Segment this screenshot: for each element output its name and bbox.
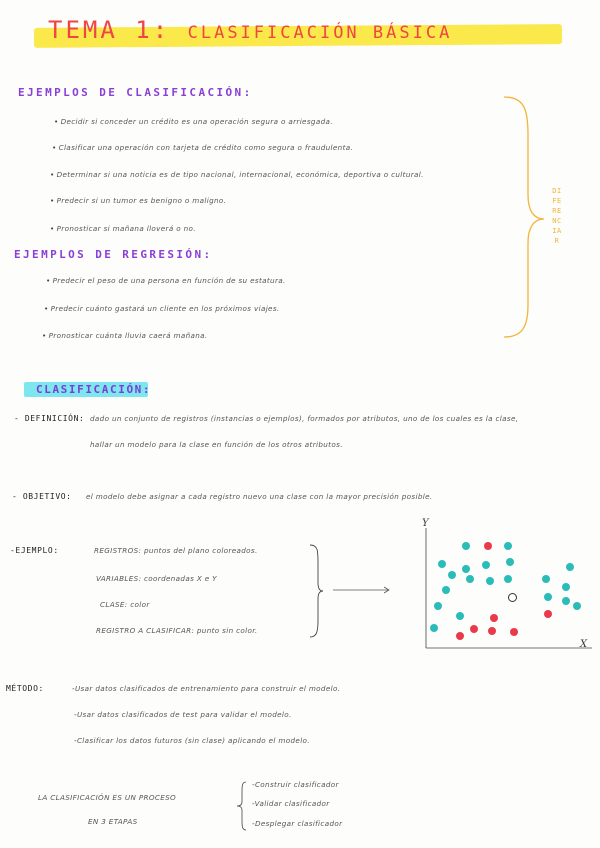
- scatter-point: [462, 565, 470, 573]
- regression-examples-heading: EJEMPLOS DE REGRESIÓN:: [14, 248, 213, 261]
- scatter-point: [486, 577, 494, 585]
- list-item: -Desplegar clasificador: [252, 819, 343, 828]
- scatter-point: [542, 575, 550, 583]
- list-item: REGISTRO A CLASIFICAR: punto sin color.: [96, 626, 258, 635]
- scatter-point: [490, 614, 498, 622]
- scatter-point: [466, 575, 474, 583]
- scatter-point: [470, 625, 478, 633]
- list-item: • Predecir si un tumor es benigno o maligno.: [50, 196, 226, 205]
- scatter-point: [544, 593, 552, 601]
- list-item: CLASE: color: [100, 600, 150, 609]
- scatter-point: [434, 602, 442, 610]
- scatter-point: [573, 602, 581, 610]
- scatter-point: [456, 632, 464, 640]
- list-item: • Predecir el peso de una persona en función de su estatura.: [46, 276, 286, 285]
- list-item: -Usar datos clasificados de test para validar el modelo.: [74, 710, 292, 719]
- classification-examples-heading: EJEMPLOS DE CLASIFICACIÓN:: [18, 86, 253, 99]
- scatter-point: [510, 628, 518, 636]
- scatter-point: [562, 583, 570, 591]
- scatter-point: [456, 612, 464, 620]
- list-item: • Predecir cuánto gastará un cliente en los próximos viajes.: [44, 304, 280, 313]
- brace-icon: [236, 780, 248, 832]
- list-item: • Determinar si una noticia es de tipo nacional, internacional, económica, deportiva o cultural.: [50, 170, 424, 179]
- method-label: MÉTODO:: [6, 684, 44, 693]
- scatter-point: [448, 571, 456, 579]
- scatter-point: [504, 575, 512, 583]
- list-item: • Clasificar una operación con tarjeta de crédito como segura o fraudulenta.: [52, 143, 353, 152]
- list-item: REGISTROS: puntos del plano coloreados.: [94, 546, 258, 555]
- scatter-point: [438, 560, 446, 568]
- title-main: TEMA 1:: [48, 16, 171, 44]
- scatter-point: [488, 627, 496, 635]
- scatter-point: [506, 558, 514, 566]
- x-axis-label: X: [580, 639, 588, 650]
- scatter-point: [484, 542, 492, 550]
- scatter-point: [430, 624, 438, 632]
- list-item: -Usar datos clasificados de entrenamiento para construir el modelo.: [72, 684, 341, 693]
- classification-heading: CLASIFICACIÓN:: [36, 383, 152, 396]
- list-item: • Decidir si conceder un crédito es una operación segura o arriesgada.: [54, 117, 333, 126]
- y-axis-label: Y: [422, 518, 429, 529]
- scatter-point: [462, 542, 470, 550]
- page-title: [48, 16, 452, 44]
- objective-text: el modelo debe asignar a cada registro nuevo una clase con la mayor precisión posible.: [86, 492, 433, 501]
- list-item: • Pronosticar cuánta lluvia caerá mañana.: [42, 331, 208, 340]
- unclassified-point: [508, 593, 517, 602]
- scatter-point: [562, 597, 570, 605]
- process-text-line2: EN 3 ETAPAS: [88, 817, 138, 826]
- scatter-point: [544, 610, 552, 618]
- definition-text-line1: dado un conjunto de registros (instancias o ejemplos), formados por atributos, uno de los cuales es la clase,: [90, 414, 519, 423]
- process-text-line1: LA CLASIFICACIÓN ES UN PROCESO: [38, 793, 177, 802]
- list-item: • Pronosticar si mañana lloverá o no.: [50, 224, 196, 233]
- curly-brace-icon: [498, 95, 548, 340]
- scatter-point: [566, 563, 574, 571]
- scatter-point: [482, 561, 490, 569]
- list-item: VARIABLES: coordenadas X e Y: [96, 574, 217, 583]
- list-item: -Clasificar los datos futuros (sin clase) aplicando el modelo.: [74, 736, 310, 745]
- definition-label: - DEFINICIÓN:: [14, 414, 85, 423]
- side-note: DIFERENCIAR: [552, 187, 562, 245]
- objective-label: - OBJETIVO:: [12, 492, 72, 501]
- list-item: -Validar clasificador: [252, 799, 330, 808]
- scatter-point: [442, 586, 450, 594]
- arrow-right-icon: [332, 585, 392, 595]
- example-label: -EJEMPLO:: [10, 546, 59, 555]
- scatter-point: [504, 542, 512, 550]
- list-item: -Construir clasificador: [252, 780, 339, 789]
- title-sub: CLASIFICACIÓN BÁSICA: [187, 23, 453, 43]
- definition-text-line2: hallar un modelo para la clase en función de los otros atributos.: [90, 440, 343, 449]
- brace-icon: [308, 543, 324, 639]
